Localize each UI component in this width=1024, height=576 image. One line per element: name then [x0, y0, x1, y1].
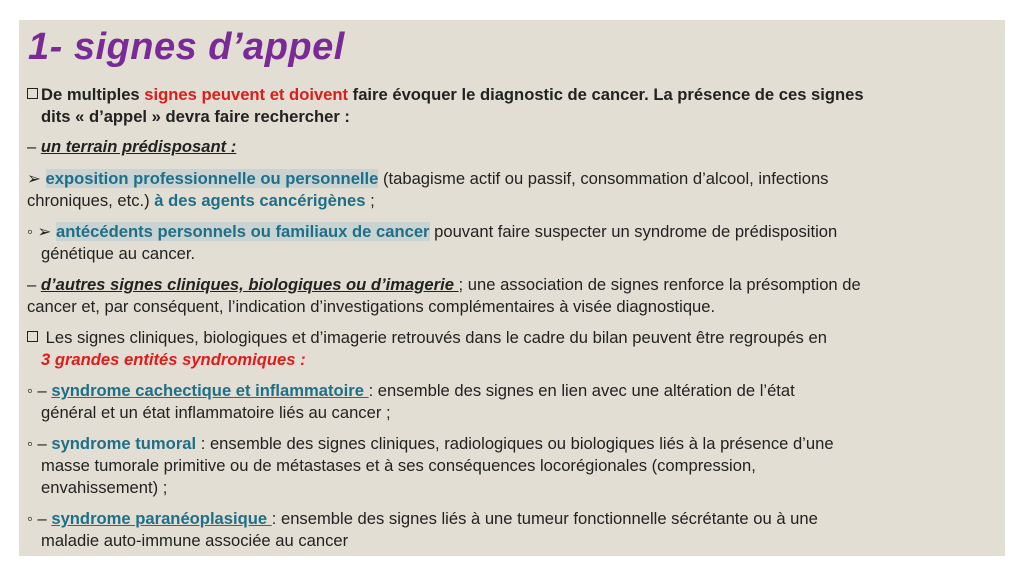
tumoral-line-1: ◦ – syndrome tumoral : ensemble des signes cliniques, radiologiques ou biologiques liés à la présence d’une — [27, 434, 834, 453]
cachectic-line-2: général et un état inflammatoire liés au cancer ; — [41, 403, 391, 422]
exposure-line-2: chroniques, etc.) à des agents cancérigènes ; — [27, 191, 375, 210]
intro-line-1: De multiples signes peuvent et doivent faire évoquer le diagnostic de cancer. La présence de ces signes — [27, 84, 864, 106]
antecedents-line-2: génétique au cancer. — [41, 244, 196, 263]
slide — [19, 20, 1005, 556]
arrow-bullet-icon: ➢ — [27, 169, 46, 188]
cachectic-line-1: ◦ – syndrome cachectique et inflammatoire : ensemble des signes en lien avec une altération de l’état — [27, 381, 795, 400]
grouping-line-1: Les signes cliniques, biologiques et d’imagerie retrouvés dans le cadre du bilan peuvent être regroupés en — [27, 327, 827, 349]
paraneoplastic-line-2: maladie auto-immune associée au cancer — [41, 531, 349, 550]
tumoral-line-3: envahissement) ; — [41, 478, 168, 497]
terrain-heading: – un terrain prédisposant : — [27, 137, 237, 156]
paraneoplastic-line-1: ◦ – syndrome paranéoplasique : ensemble des signes liés à une tumeur fonctionnelle sécrétante ou à une — [27, 509, 818, 528]
checkbox-bullet-icon — [27, 88, 38, 99]
grouping-line-2: 3 grandes entités syndromiques : — [41, 350, 306, 369]
antecedents-line-1: ◦ ➢ antécédents personnels ou familiaux de cancer pouvant faire suspecter un syndrome de prédisposition — [27, 222, 838, 241]
other-signs-line-1: – d’autres signes cliniques, biologiques ou d’imagerie ; une association de signes renforce la présomption de — [27, 275, 861, 294]
tumoral-line-2: masse tumorale primitive ou de métastases et à ses conséquences locorégionales (compression, — [41, 456, 756, 475]
slide-title: 1- signes d’appel — [28, 26, 345, 68]
other-signs-line-2: cancer et, par conséquent, l’indication d’investigations complémentaires à visée diagnostique. — [27, 297, 716, 316]
exposure-line-1: ➢ exposition professionnelle ou personnelle (tabagisme actif ou passif, consommation d’alcool, infections — [27, 169, 829, 188]
arrow-bullet-icon: ➢ — [37, 222, 57, 241]
checkbox-bullet-icon — [27, 331, 38, 342]
intro-line-2: dits « d’appel » devra faire rechercher : — [41, 107, 350, 126]
